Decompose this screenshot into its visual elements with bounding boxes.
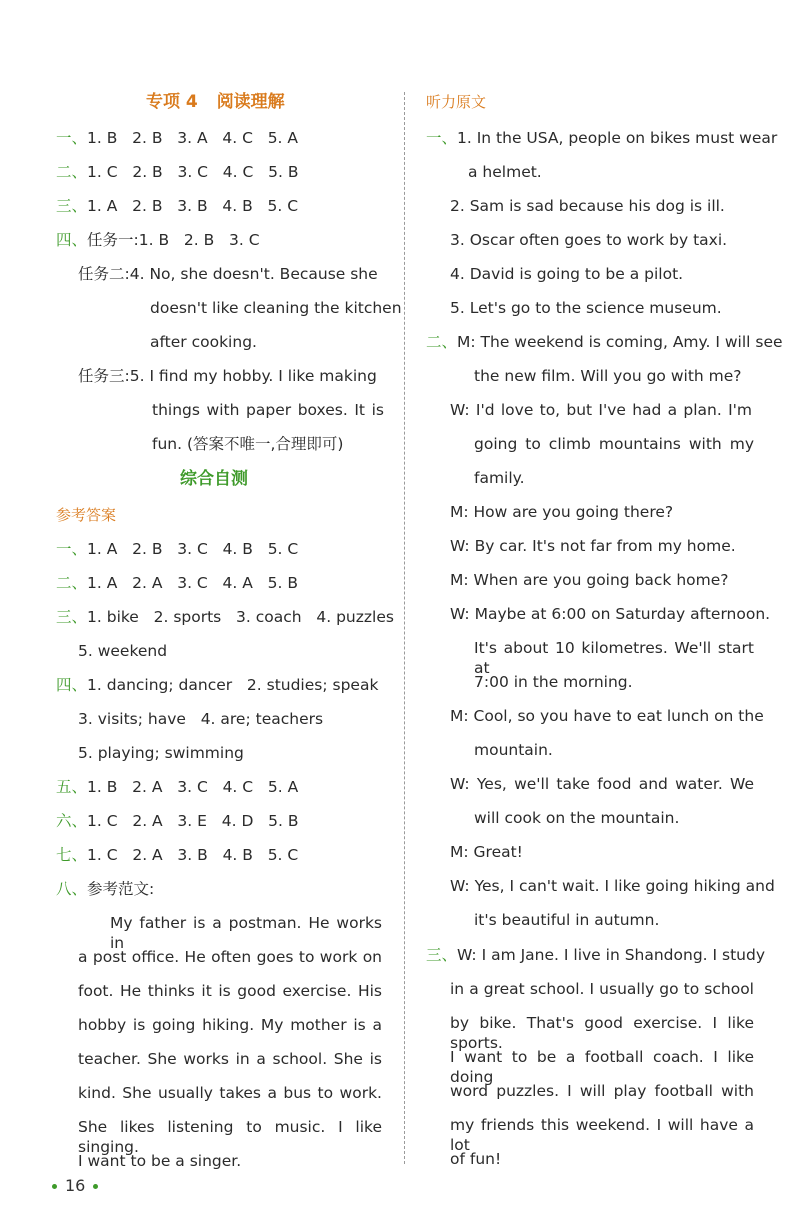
dialogue-line: W: I'd love to, but I've had a plan. I'm xyxy=(450,401,752,419)
section2-title: 综合自测 xyxy=(180,469,248,489)
dialogue-line: W: Yes, I can't wait. I like going hiking and xyxy=(450,877,775,895)
answer-line: 5. playing; swimming xyxy=(78,744,244,762)
part3-line: by bike. That's good exercise. I like sports. xyxy=(450,1014,754,1052)
part3-line: word puzzles. I will play football with xyxy=(450,1082,754,1100)
task2-line: after cooking. xyxy=(150,333,257,351)
part1-line: a helmet. xyxy=(468,163,542,181)
part1-line: 一、1. In the USA, people on bikes must wear xyxy=(426,129,778,147)
part3-line: I want to be a football coach. I like doing xyxy=(450,1048,754,1086)
dialogue-line: 7:00 in the morning. xyxy=(474,673,633,691)
answer-line: 三、1. A 2. B 3. B 4. B 5. C xyxy=(56,197,299,215)
dialogue-line: the new film. Will you go with me? xyxy=(474,367,742,385)
dot-icon xyxy=(93,1184,98,1189)
answer-line: 二、1. A 2. A 3. C 4. A 5. B xyxy=(56,574,298,592)
dialogue-line: M: How are you going there? xyxy=(450,503,674,521)
dialogue-line: will cook on the mountain. xyxy=(474,809,680,827)
listening-title: 听力原文 xyxy=(426,93,487,111)
essay-line: foot. He thinks it is good exercise. His xyxy=(78,982,382,1000)
dialogue-line: M: Great! xyxy=(450,843,523,861)
task3-line: 任务三:5. I find my hobby. I like making xyxy=(78,367,377,385)
dot-icon xyxy=(52,1184,57,1189)
dialogue-line: W: Maybe at 6:00 on Saturday afternoon. xyxy=(450,605,771,623)
answer-line: 二、1. C 2. B 3. C 4. C 5. B xyxy=(56,163,299,181)
essay-line: My father is a postman. He works in xyxy=(110,914,382,952)
answer-line: 六、1. C 2. A 3. E 4. D 5. B xyxy=(56,812,299,830)
part3-line: 三、W: I am Jane. I live in Shandong. I study xyxy=(426,946,766,964)
task2-line: 任务二:4. No, she doesn't. Because she xyxy=(78,265,378,283)
answer-line: 四、任务一:1. B 2. B 3. C xyxy=(56,231,260,249)
answer-line: 一、1. B 2. B 3. A 4. C 5. A xyxy=(56,129,299,147)
answer-line: 五、1. B 2. A 3. C 4. C 5. A xyxy=(56,778,299,796)
part1-line: 4. David is going to be a pilot. xyxy=(450,265,684,283)
essay-line: a post office. He often goes to work on xyxy=(78,948,382,966)
dialogue-line: going to climb mountains with my xyxy=(474,435,754,453)
answer-line: 四、1. dancing; dancer 2. studies; speak xyxy=(56,676,379,694)
dialogue-line: It's about 10 kilometres. We'll start at xyxy=(474,639,754,677)
task2-line: doesn't like cleaning the kitchen xyxy=(150,299,402,317)
answer-line: 3. visits; have 4. are; teachers xyxy=(78,710,324,728)
part1-line: 2. Sam is sad because his dog is ill. xyxy=(450,197,725,215)
dialogue-line: 二、M: The weekend is coming, Amy. I will see xyxy=(426,333,783,351)
column-divider xyxy=(404,92,405,1164)
answer-line: 5. weekend xyxy=(78,642,168,660)
dialogue-line: family. xyxy=(474,469,525,487)
answers-label: 参考答案 xyxy=(56,506,117,524)
part3-line: of fun! xyxy=(450,1150,502,1168)
page-number: 16 xyxy=(52,1176,106,1195)
task3-line: things with paper boxes. It is xyxy=(152,401,384,419)
answer-line: 三、1. bike 2. sports 3. coach 4. puzzles xyxy=(56,608,394,626)
part3-line: my friends this weekend. I will have a lot xyxy=(450,1116,754,1154)
dialogue-line: mountain. xyxy=(474,741,553,759)
essay-line: kind. She usually takes a bus to work. xyxy=(78,1084,382,1102)
essay-line: hobby is going hiking. My mother is a xyxy=(78,1016,382,1034)
essay-line: She likes listening to music. I like singing. xyxy=(78,1118,382,1156)
task3-line: fun. (答案不唯一,合理即可) xyxy=(152,435,344,453)
part3-line: in a great school. I usually go to school xyxy=(450,980,754,998)
dialogue-line: it's beautiful in autumn. xyxy=(474,911,660,929)
answer-line: 七、1. C 2. A 3. B 4. B 5. C xyxy=(56,846,299,864)
dialogue-line: W: Yes, we'll take food and water. We xyxy=(450,775,754,793)
dialogue-line: W: By car. It's not far from my home. xyxy=(450,537,736,555)
dialogue-line: M: When are you going back home? xyxy=(450,571,729,589)
essay-line: teacher. She works in a school. She is xyxy=(78,1050,382,1068)
section-title: 专项 4 阅读理解 xyxy=(146,92,285,112)
essay-line: I want to be a singer. xyxy=(78,1152,242,1170)
answer-line: 一、1. A 2. B 3. C 4. B 5. C xyxy=(56,540,299,558)
dialogue-line: M: Cool, so you have to eat lunch on the xyxy=(450,707,764,725)
part1-line: 5. Let's go to the science museum. xyxy=(450,299,722,317)
essay-label: 八、参考范文: xyxy=(56,880,155,898)
part1-line: 3. Oscar often goes to work by taxi. xyxy=(450,231,728,249)
